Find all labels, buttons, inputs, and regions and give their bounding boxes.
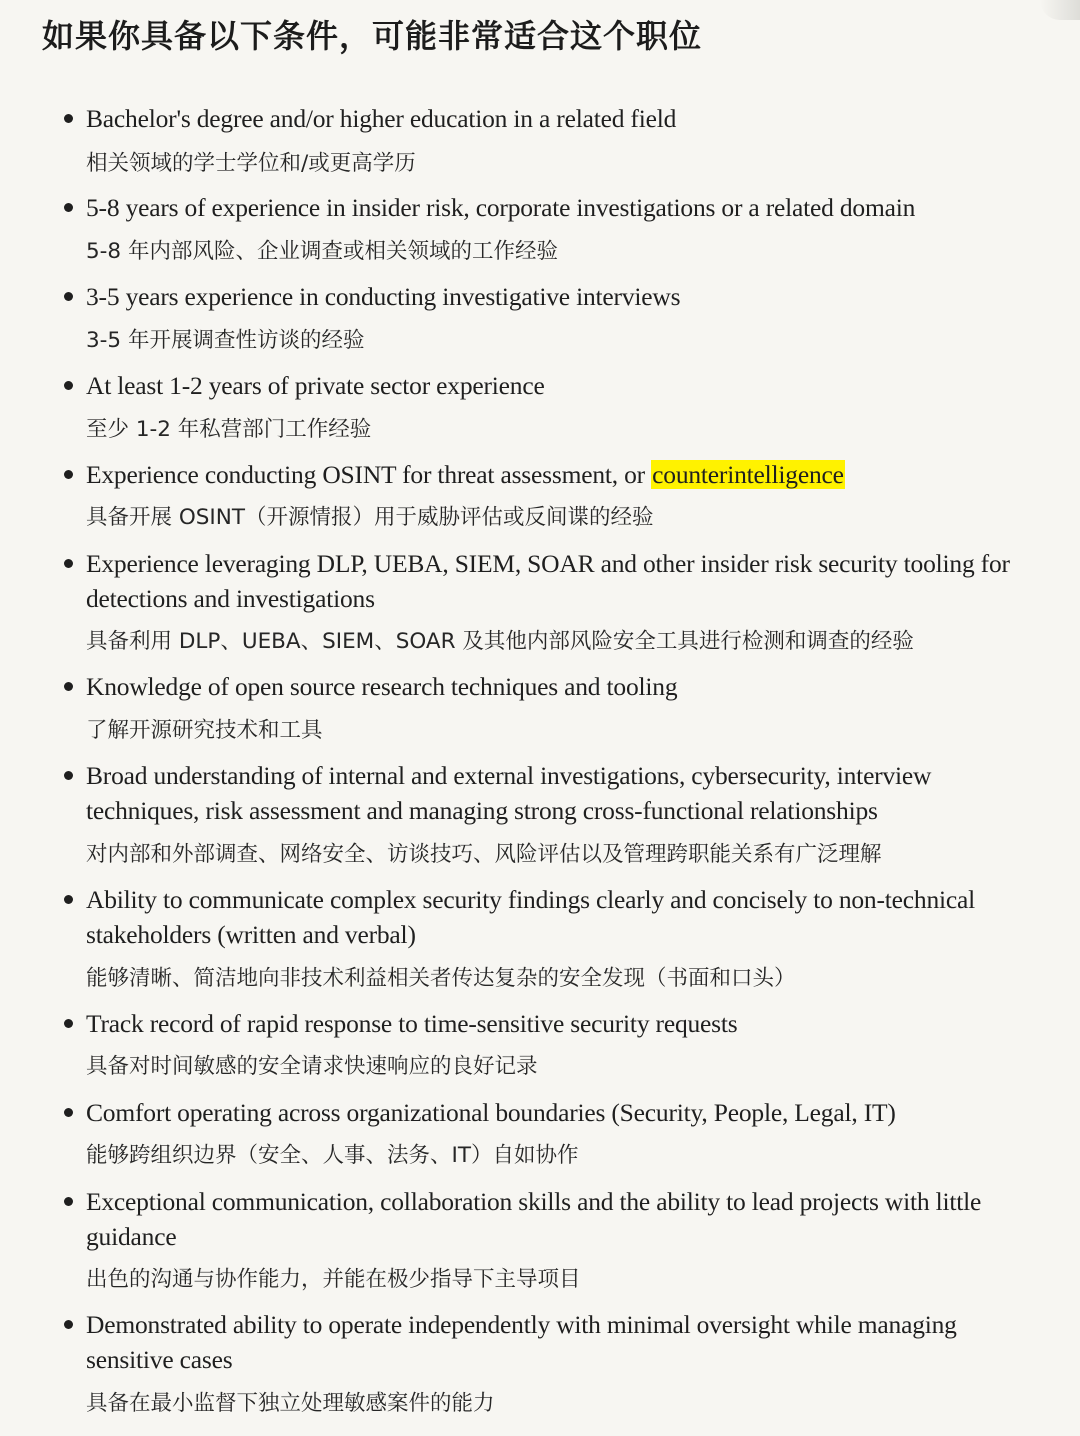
requirement-en: 3-5 years experience in conducting investigative interviews: [86, 282, 681, 311]
requirement-zh: 能够跨组织边界（安全、人事、法务、IT）自如协作: [86, 1143, 579, 1168]
bullet-icon: [64, 1108, 73, 1117]
bullet-icon: [64, 203, 73, 212]
bullet-icon: [64, 470, 73, 479]
requirement-en: Bachelor's degree and/or higher education in a related field: [86, 104, 677, 133]
requirement-en: At least 1-2 years of private sector experience: [86, 371, 545, 400]
requirement-zh: 至少 1-2 年私营部门工作经验: [86, 417, 372, 442]
requirement-en-text: Experience conducting OSINT for threat assessment, or: [86, 460, 652, 489]
bullet-icon: [64, 381, 73, 390]
requirement-en: Experience leveraging DLP, UEBA, SIEM, SOAR and other insider risk security tooling for detections and investigations: [86, 549, 1010, 613]
bullet-icon: [64, 771, 73, 780]
bullet-icon: [64, 1019, 73, 1028]
bullet-icon: [64, 895, 73, 904]
requirement-en: Exceptional communication, collaboration skills and the ability to lead projects with little guidance: [86, 1187, 982, 1251]
requirement-en: 5-8 years of experience in insider risk, corporate investigations or a related domain: [86, 193, 916, 222]
bullet-icon: [64, 1320, 73, 1329]
requirement-zh: 出色的沟通与协作能力，并能在极少指导下主导项目: [86, 1267, 581, 1292]
bullet-icon: [64, 114, 73, 123]
page-title: 如果你具备以下条件，可能非常适合这个职位: [42, 17, 703, 55]
requirement-zh: 了解开源研究技术和工具: [86, 718, 323, 743]
requirement-zh: 具备利用 DLP、UEBA、SIEM、SOAR 及其他内部风险安全工具进行检测和调查的经验: [86, 629, 914, 654]
requirement-zh: 相关领域的学士学位和/或更高学历: [86, 151, 416, 176]
requirement-en: Broad understanding of internal and external investigations, cybersecurity, interview techniques, risk assessment and managing strong cross-functional relationships: [86, 761, 932, 825]
requirement-en: Demonstrated ability to operate independently with minimal oversight while managing sensitive cases: [86, 1310, 957, 1374]
requirement-zh: 5-8 年内部风险、企业调查或相关领域的工作经验: [86, 239, 558, 264]
bullet-icon: [64, 559, 73, 568]
highlighted-text: counterintelligence: [652, 460, 844, 489]
bullet-icon: [64, 682, 73, 691]
requirement-en: Track record of rapid response to time-sensitive security requests: [86, 1009, 738, 1038]
requirement-en: [86, 457, 1036, 492]
requirement-zh: 能够清晰、简洁地向非技术利益相关者传达复杂的安全发现（书面和口头）: [86, 966, 796, 991]
requirement-zh: 3-5 年开展调查性访谈的经验: [86, 328, 365, 353]
requirement-en: Ability to communicate complex security findings clearly and concisely to non-technical stakeholders (written and verbal): [86, 885, 975, 949]
bullet-icon: [64, 1197, 73, 1206]
corner-shadow: [1040, 0, 1080, 20]
bullet-icon: [64, 292, 73, 301]
requirement-zh: 具备在最小监督下独立处理敏感案件的能力: [86, 1391, 495, 1416]
requirement-zh: 具备对时间敏感的安全请求快速响应的良好记录: [86, 1054, 538, 1079]
requirement-zh: 对内部和外部调查、网络安全、访谈技巧、风险评估以及管理跨职能关系有广泛理解: [86, 842, 882, 867]
requirement-en: Knowledge of open source research techniques and tooling: [86, 672, 678, 701]
requirement-zh: 具备开展 OSINT（开源情报）用于威胁评估或反间谍的经验: [86, 505, 654, 530]
requirement-en: Comfort operating across organizational boundaries (Security, People, Legal, IT): [86, 1098, 896, 1127]
